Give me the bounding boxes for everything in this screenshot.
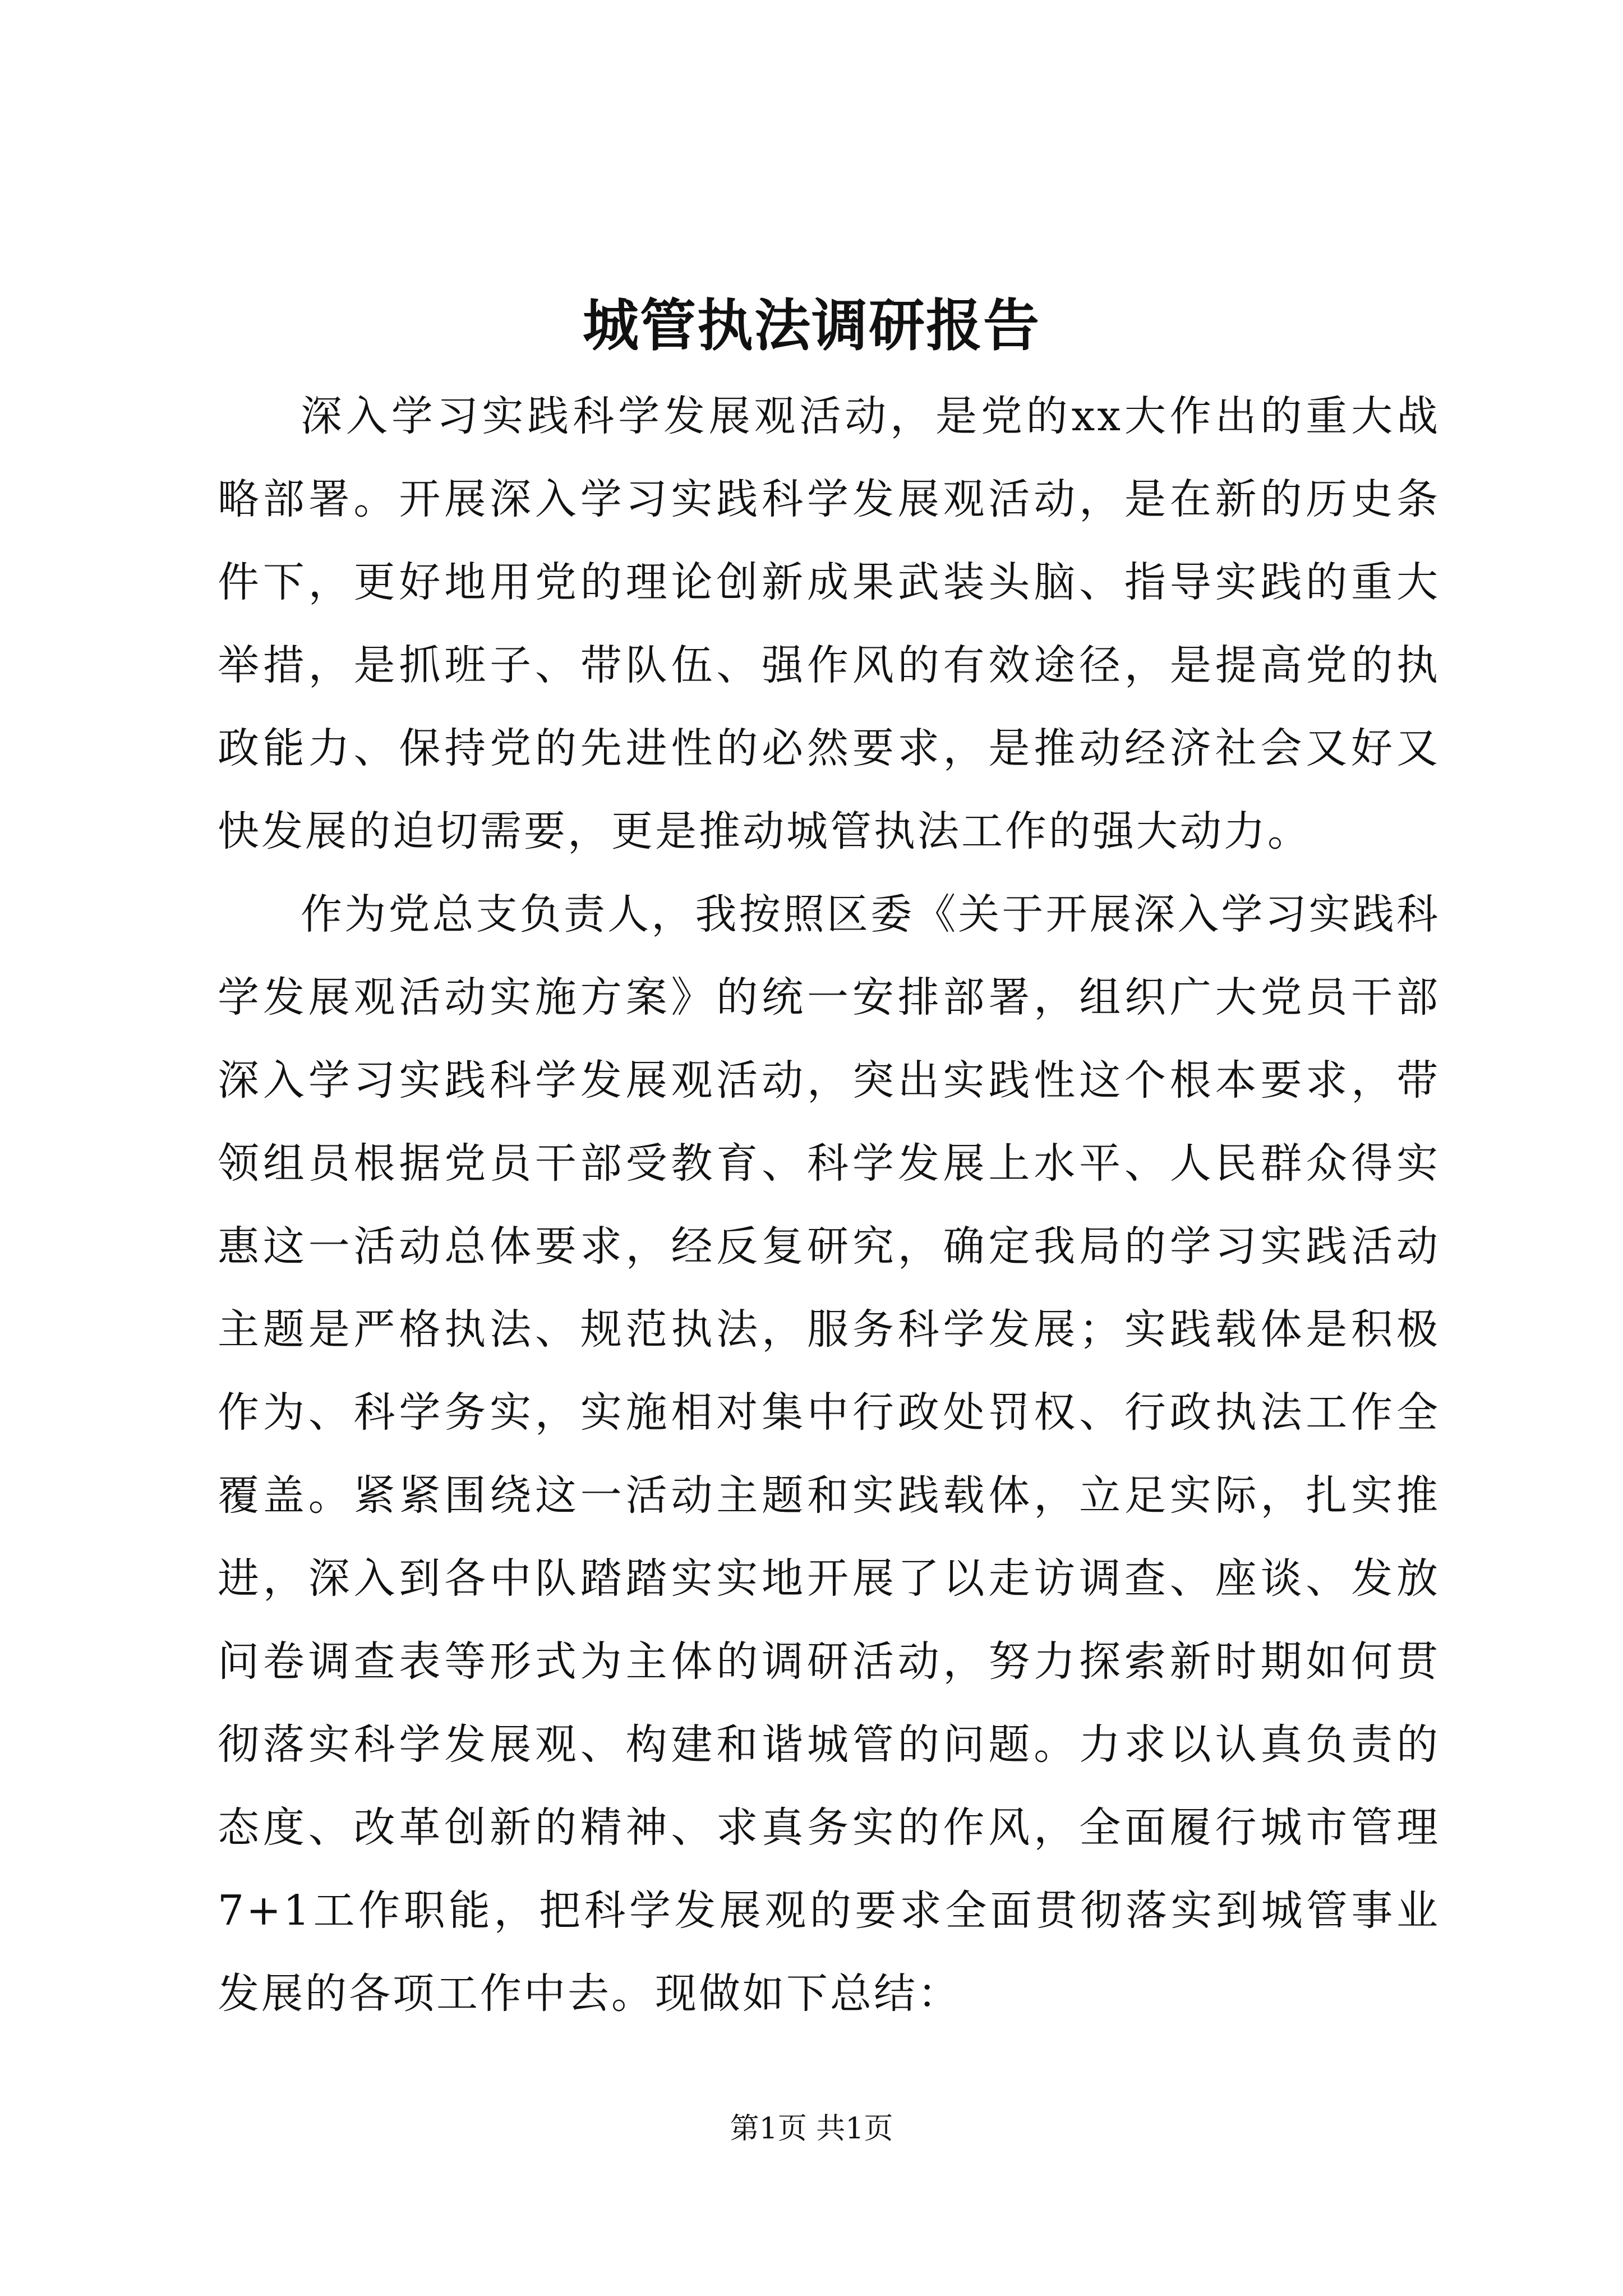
- paragraph-2: 作为党总支负责人，我按照区委《关于开展深入学习实践科学发展观活动实施方案》的统一安排部署，组织广大党员干部深入学习实践科学发展观活动，突出实践性这个根本要求，带领组员根据党员干部受教育、科学发展上水平、人民群众得实惠这一活动总体要求，经反复研究，确定我局的学习实践活动主题是严格执法、规范执法，服务科学发展；实践载体是积极作为、科学务实，实施相对集中行政处罚权、行政执法工作全覆盖。紧紧围绕这一活动主题和实践载体，立足实际，扎实推进，深入到各中队踏踏实实地开展了以走访调查、座谈、发放问卷调查表等形式为主体的调研活动，努力探索新时期如何贯彻落实科学发展观、构建和谐城管的问题。力求以认真负责的态度、改革创新的精神、求真务实的作风，全面履行城市管理7+1工作职能，把科学发展观的要求全面贯彻落实到城管事业发展的各项工作中去。现做如下总结：: [218, 890, 1440, 2018]
- paragraph-1: 深入学习实践科学发展观活动，是党的xx大作出的重大战略部署。开展深入学习实践科学发展观活动，是在新的历史条件下，更好地用党的理论创新成果武装头脑、指导实践的重大举措，是抓班子、带队伍、强作风的有效途径，是提高党的执政能力、保持党的先进性的必然要求，是推动经济社会又好又快发展的迫切需要，更是推动城管执法工作的强大动力。: [218, 392, 1440, 855]
- page-number-label: 第1页 共1页: [730, 2112, 893, 2146]
- page-footer: [0, 2106, 1623, 2151]
- document-body: [218, 375, 1440, 2035]
- document-title: 城管执法调研报告: [583, 292, 1040, 358]
